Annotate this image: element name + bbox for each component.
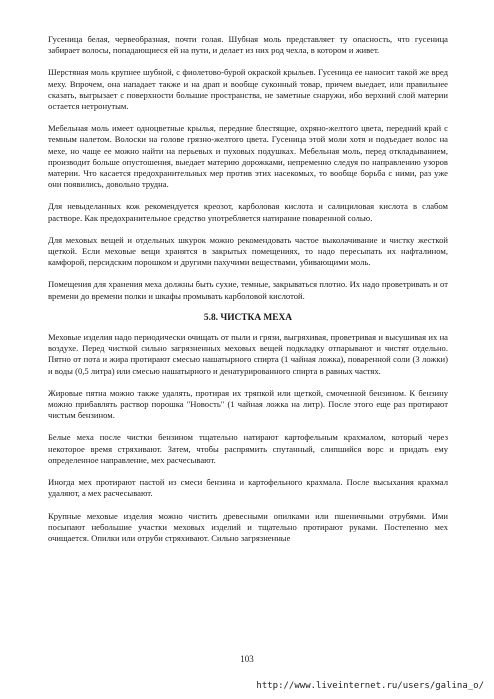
paragraph-wool-moth: Шерстяная моль крупнее шубной, с фиолетово-бурой окраской крыльев. Гусеница ее наносит такой же вред меху. Впрочем, она нападает также и на драп и вообще суконный товар, причем выедает, или правильнее сказать, выгрызает с поверхности большие пространства, не заметные снаружи, ибо верхний слой материи остается нетронутым.: [48, 67, 448, 112]
paragraph-storage-rooms: Помещения для хранения меха должны быть сухие, темные, закрываться плотно. Их надо проветривать и от времени до времени полки и шкафы промывать карболовой кислотой.: [48, 279, 448, 301]
paragraph-white-fur: Белые меха после чистки бензином тщательно натирают картофельным крахмалом, который через некоторое время стряхивают. Затем, чтобы распрямить спутанный, слипшийся ворс и придать ему определенное направление, мех расчесывают.: [48, 432, 448, 465]
page-body: [48, 34, 448, 555]
paragraph-caterpillar: Гусеница белая, червеобразная, почти голая. Шубная моль представляет ту опасность, что гусеница забирает волосы, попадающиеся ей на пути, и делает из них род чехла, в котором и живет.: [48, 34, 448, 56]
paragraph-sawdust-cleaning: Крупные меховые изделия можно чистить древесными опилками или пшеничными отрубями. Ими посыпают небольшие участки меховых изделий и тщательно протирают руками. Постепенно мех очищается. Опилки или отруби стряхивают. Сильно загрязненные: [48, 510, 448, 543]
paragraph-paste-cleaning: Иногда мех протирают пастой из смеси бензина и картофельного крахмала. После высыхания крахмал удаляют, а мех расчесывают.: [48, 477, 448, 499]
paragraph-cleaning-intro: Меховые изделия надо периодически очищать от пыли и грязи, выгряхивая, проветривая и высушивая их на воздухе. Перед чисткой сильно загрязненных меховых вещей подкладку отпарывают и чистят отдельно. Пятно от пота и жира протирают смесью нашатырного спирта (1 чайная ложка), поваренной соли (3 ложки) и воды (0,5 литра) или смесью нашатырного и денатурированного спирта в равных частях.: [48, 332, 448, 376]
paragraph-raw-hides: Для невыделанных кож рекомендуется креозот, карболовая кислота и салициловая кислота в слабом растворе. Как предохранительное средство употребляется натирание поваренной солью.: [48, 201, 448, 223]
paragraph-grease-stains: Жировые пятна можно также удалять, протирая их тряпкой или щеткой, смоченной бензином. К бензину можно прибавлять раствор порошка "Новость" (1 чайная ложка на литр). После этого еще раз протирают чистым бензином.: [48, 387, 448, 421]
paragraph-fur-items: Для меховых вещей и отдельных шкурок можно рекомендовать частое выколачивание и чистку жесткой щеткой. Если меховые вещи хранятся в закрытых помещениях, то надо пересыпать их нафталином, камфорой, персидским порошком и другими пахучими веществами, убивающими моль.: [48, 234, 448, 268]
section-heading: 5.8. ЧИСТКА МЕХА: [203, 312, 293, 323]
paragraph-furniture-moth: Мебельная моль имеет одноцветные крылья, передние блестящие, охряно-желтого цвета, передний край с темным налетом. Волоски на голове грязно-желтого цвета. Гусеница этой моли хотя и подъедает волос на мехе, но чаще ее можно найти на перьевых и пуховых подушках. Мебельная моль, перед откладыванием, производит больше опустошения, выедает материю дорожками, непременно следуя по направлению узоров материи. Что касается предохранительных мер против этих насекомых, то вообще борьба с ними, раз уже они появились, довольно трудна.: [48, 123, 448, 190]
source-watermark: http://www.liveinternet.ru/users/galina_o/: [256, 681, 484, 691]
page-number: 103: [240, 654, 254, 664]
